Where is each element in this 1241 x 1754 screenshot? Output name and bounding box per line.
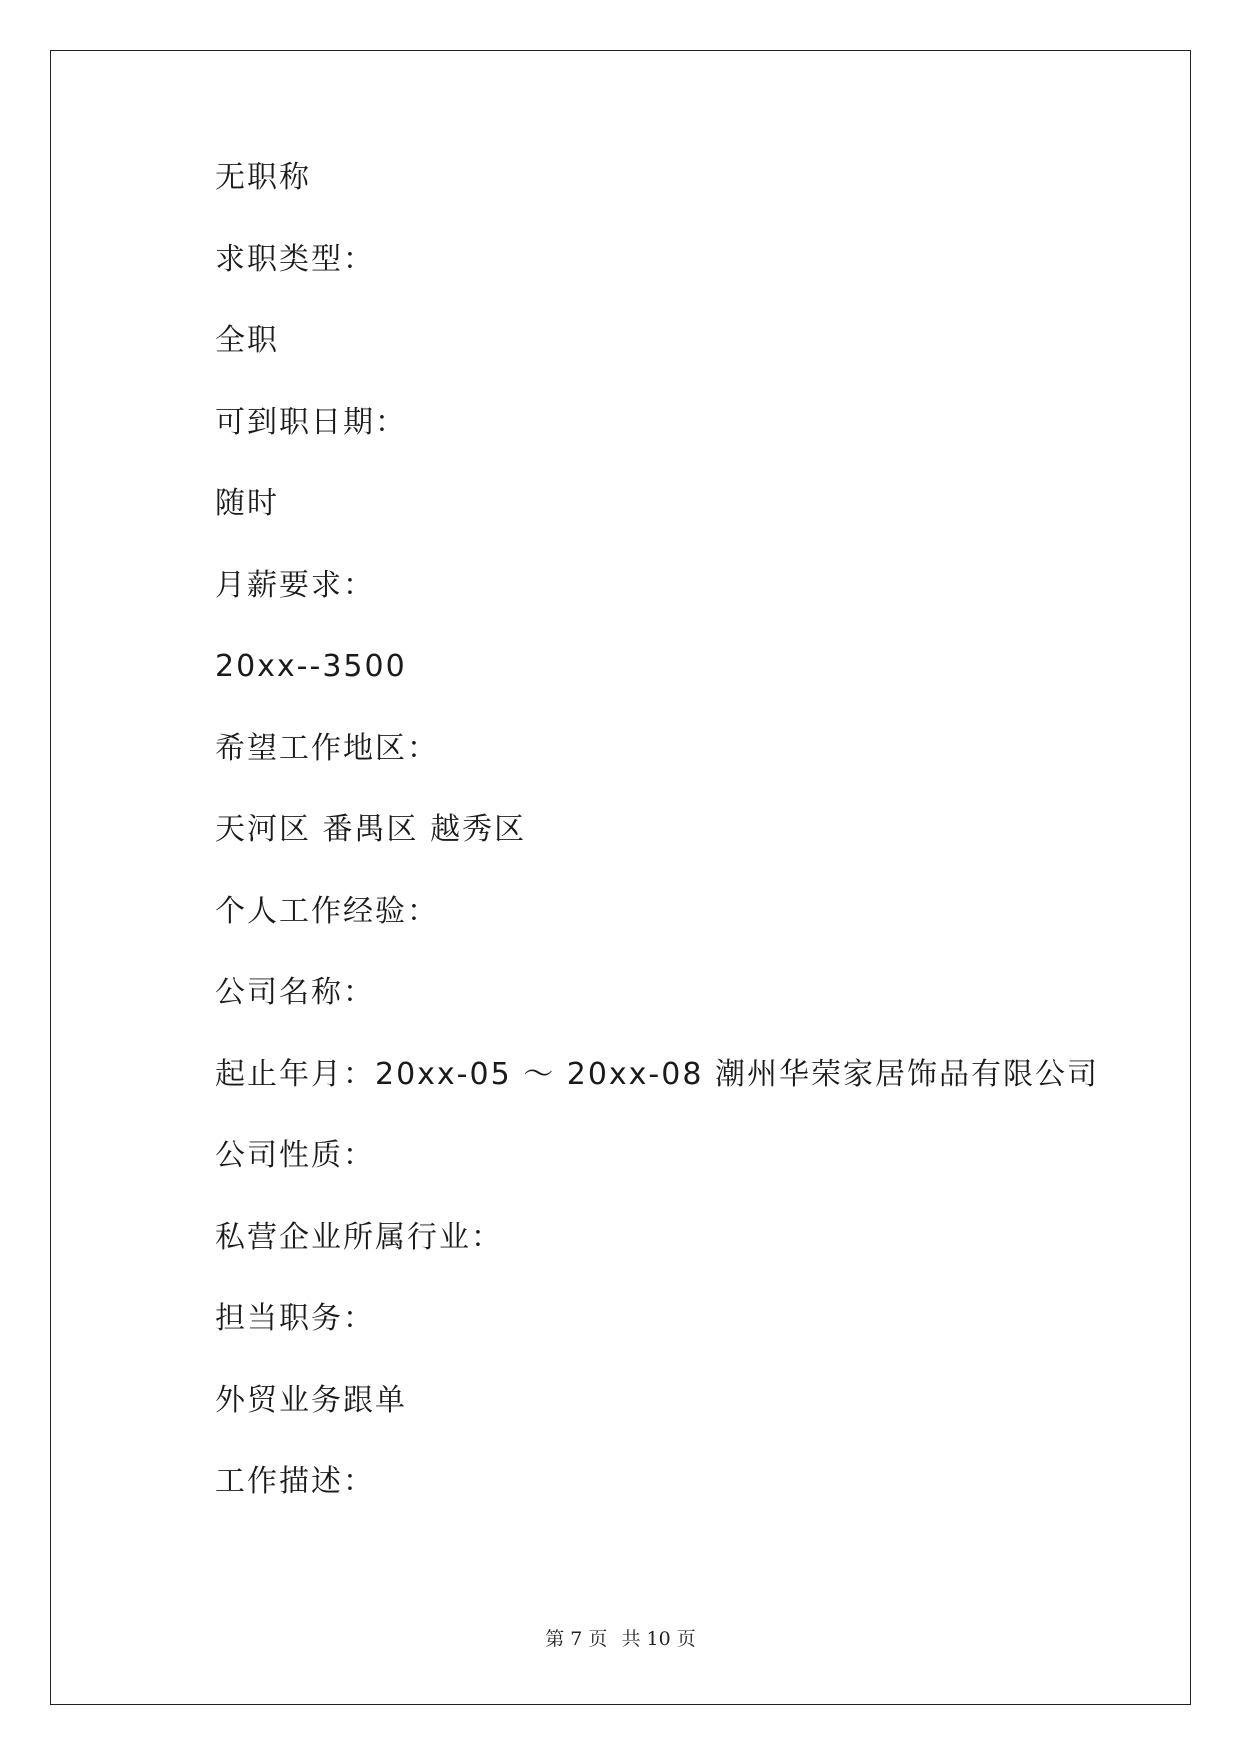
text-line: 担当职务： bbox=[215, 1301, 375, 1336]
text-line: 可到职日期： bbox=[215, 404, 407, 440]
text-line: 个人工作经验： bbox=[215, 893, 439, 929]
text-line: 无职称 bbox=[215, 160, 311, 195]
page-footer bbox=[0, 1624, 1241, 1651]
text-line: 希望工作地区： bbox=[215, 730, 439, 766]
text-line: 20xx--3500 bbox=[215, 649, 407, 684]
text-line: 全职 bbox=[215, 323, 279, 358]
text-line: 求职类型： bbox=[215, 241, 375, 277]
text-line: 随时 bbox=[215, 486, 279, 521]
page-number: 第 7 页 bbox=[545, 1628, 608, 1650]
text-line: 月薪要求： bbox=[215, 567, 375, 603]
text-line: 公司性质： bbox=[215, 1138, 375, 1173]
text-line: 私营企业所属行业： bbox=[215, 1219, 503, 1255]
document-body bbox=[215, 160, 1115, 1546]
text-line: 工作描述： bbox=[215, 1464, 375, 1499]
text-line: 公司名称： bbox=[215, 975, 375, 1010]
page-total: 共 10 页 bbox=[621, 1628, 696, 1650]
text-line: 起止年月：20xx-05 ～ 20xx-08 潮州华荣家居饰品有限公司 bbox=[215, 1056, 1099, 1092]
text-line: 天河区 番禺区 越秀区 bbox=[215, 812, 527, 847]
text-line: 外贸业务跟单 bbox=[215, 1382, 407, 1418]
